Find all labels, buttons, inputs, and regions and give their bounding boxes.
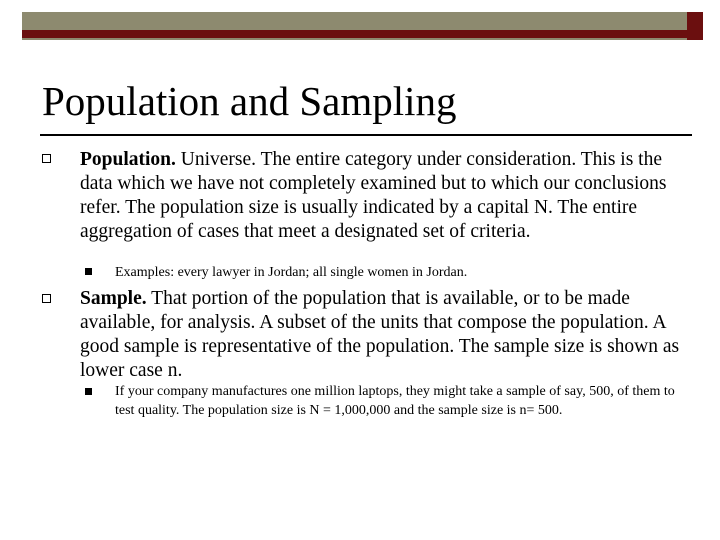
filled-square-bullet-icon bbox=[85, 268, 92, 275]
hollow-square-bullet-icon bbox=[42, 154, 51, 163]
sub-bullet-sample-example: If your company manufactures one million laptops, they might take a sample of say, 500, of them to test quality. The population size is N = 1,000,000 and the sample size is n= 500. bbox=[115, 384, 675, 418]
bullet-term: Population. bbox=[80, 149, 176, 170]
hollow-square-bullet-icon bbox=[42, 294, 51, 303]
filled-square-bullet-icon bbox=[85, 388, 92, 395]
bullet-text: Universe. The entire category under consideration. This is the data which we have not completely examined but to which our conclusions refer. The population size is usually indicated by a capital N. The entire aggregation of cases that meet a designated set of criteria. bbox=[80, 149, 667, 242]
bullet-sample bbox=[80, 287, 690, 383]
top-decorative-square bbox=[687, 12, 703, 40]
bullet-population bbox=[80, 148, 690, 244]
bullet-text: That portion of the population that is available, or to be made available, for analysis. A subset of the units that compose the population. A good sample is representative of the population. The sample size is shown as lower case n. bbox=[80, 288, 680, 381]
slide-title: Population and Sampling bbox=[42, 78, 457, 124]
top-decorative-line bbox=[22, 30, 703, 38]
bullet-term: Sample. bbox=[80, 288, 147, 309]
sub-bullet-population-example: Examples: every lawyer in Jordan; all single women in Jordan. bbox=[115, 265, 468, 280]
title-underline bbox=[40, 134, 692, 136]
